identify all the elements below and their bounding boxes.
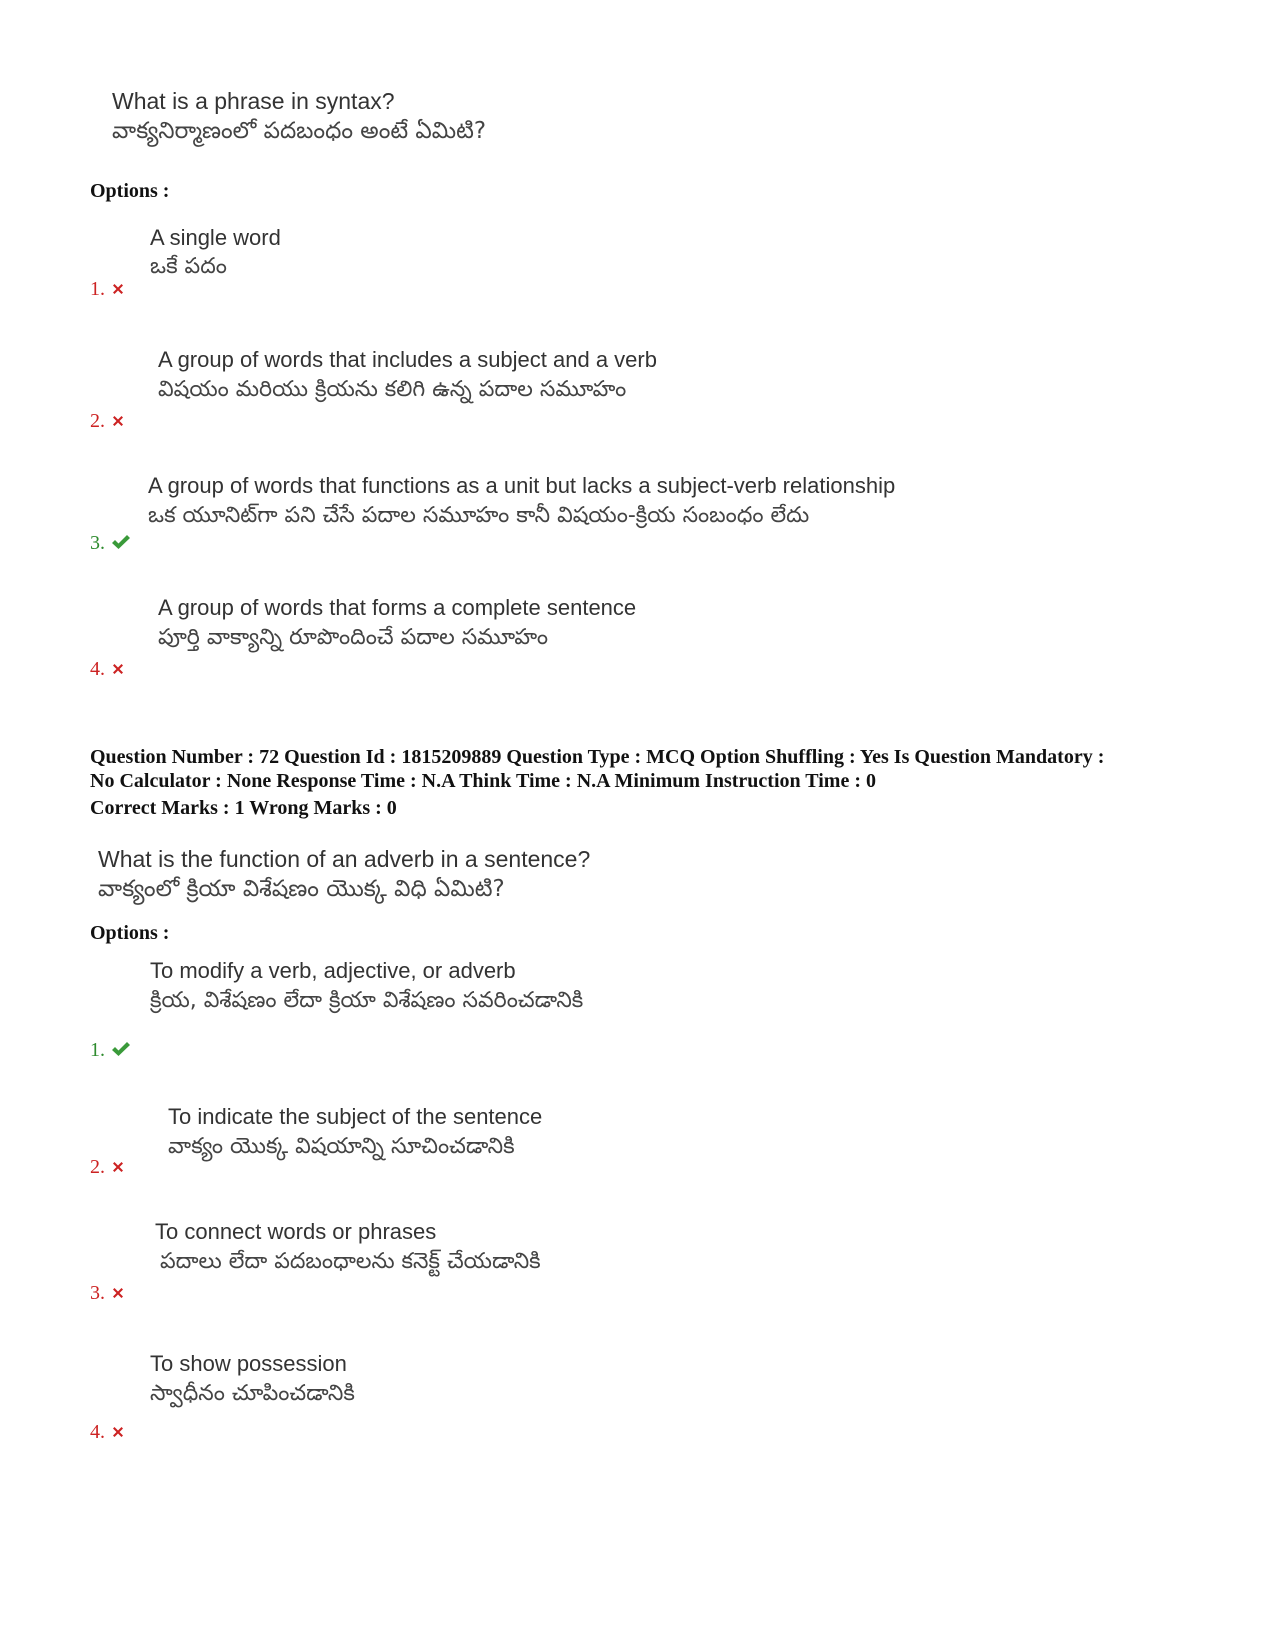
cross-icon xyxy=(111,411,125,434)
option-text-te: విషయం మరియు క్రియను కలిగి ఉన్న పదాల సమూహం xyxy=(158,377,627,402)
option-number: 2. xyxy=(90,410,105,432)
option-text-en: To modify a verb, adjective, or adverb xyxy=(150,958,516,983)
option-text-en: To connect words or phrases xyxy=(155,1219,437,1244)
option-number: 1. xyxy=(90,278,105,300)
option-number: 4. xyxy=(90,1421,105,1443)
option-number-wrong xyxy=(90,278,125,302)
option-number: 4. xyxy=(90,658,105,680)
option-number: 3. xyxy=(90,1282,105,1304)
question-text-en: What is the function of an adverb in a sentence? xyxy=(98,846,591,872)
cross-icon xyxy=(111,1283,125,1306)
option-number-wrong xyxy=(90,1282,125,1306)
option-number: 1. xyxy=(90,1039,105,1061)
option-number-correct xyxy=(90,532,131,556)
cross-icon xyxy=(111,1157,125,1180)
option-text-en: A group of words that forms a complete sentence xyxy=(158,595,637,620)
cross-icon xyxy=(111,279,125,302)
option-text-en: To show possession xyxy=(150,1351,347,1376)
option-number-wrong xyxy=(90,658,125,682)
option-text-te: పదాలు లేదా పదబంధాలను కనెక్ట్ చేయడానికి xyxy=(160,1249,541,1274)
check-icon xyxy=(111,1040,131,1063)
question-meta-line: No Calculator : None Response Time : N.A Think Time : N.A Minimum Instruction Time : 0 xyxy=(90,770,876,792)
option-text-te: వాక్యం యొక్క విషయాన్ని సూచించడానికి xyxy=(168,1134,515,1159)
cross-icon xyxy=(111,659,125,682)
question-text-te: వాక్యంలో క్రియా విశేషణం యొక్క విధి ఏమిటి? xyxy=(98,876,505,902)
options-label: Options : xyxy=(90,180,170,202)
option-text-en: To indicate the subject of the sentence xyxy=(168,1104,543,1129)
cross-icon xyxy=(111,1422,125,1445)
check-icon xyxy=(111,533,131,556)
option-text-en: A single word xyxy=(150,225,281,250)
option-number: 3. xyxy=(90,532,105,554)
option-text-te: స్వాధీనం చూపించడానికి xyxy=(150,1381,355,1406)
option-number-wrong xyxy=(90,1156,125,1180)
option-number-wrong xyxy=(90,410,125,434)
option-number-wrong xyxy=(90,1421,125,1445)
option-text-te: క్రియ, విశేషణం లేదా క్రియా విశేషణం సవరించడానికి xyxy=(150,988,584,1013)
option-text-te: పూర్తి వాక్యాన్ని రూపొందించే పదాల సమూహం xyxy=(158,625,549,650)
question-text-te: వాక్యనిర్మాణంలో పదబంధం అంటే ఏమిటి? xyxy=(112,118,487,144)
options-label: Options : xyxy=(90,922,170,944)
option-number-correct xyxy=(90,1039,131,1063)
option-number: 2. xyxy=(90,1156,105,1178)
option-text-te: ఒక యూనిట్‌గా పని చేసే పదాల సమూహం కానీ విషయం-క్రియ సంబంధం లేదు xyxy=(148,503,810,528)
question-marks: Correct Marks : 1 Wrong Marks : 0 xyxy=(90,797,397,819)
question-meta xyxy=(90,745,1200,793)
option-text-en: A group of words that functions as a unit but lacks a subject-verb relationship xyxy=(148,473,896,498)
option-text-te: ఒకే పదం xyxy=(150,254,227,279)
question-meta-line: Question Number : 72 Question Id : 1815209889 Question Type : MCQ Option Shuffling : Yes Is Question Mandatory : xyxy=(90,746,1105,768)
question-text-en: What is a phrase in syntax? xyxy=(112,88,395,114)
option-text-en: A group of words that includes a subject and a verb xyxy=(158,347,657,372)
